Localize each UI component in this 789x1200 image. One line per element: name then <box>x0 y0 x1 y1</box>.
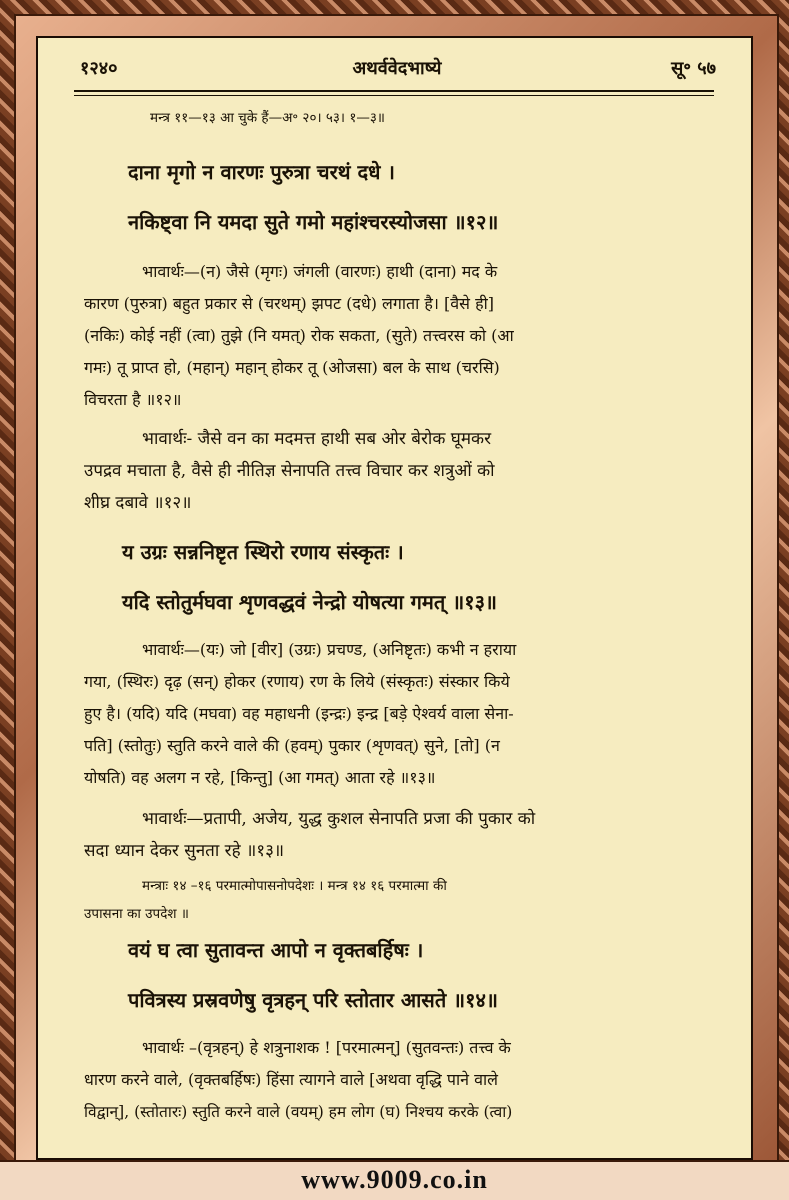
page-header <box>72 52 722 82</box>
commentary-line: हुए है। (यदि) यदि (मघवा) वह महाधनी (इन्द्रः) इन्द्र [बड़े ऐश्वर्य वाला सेना- <box>84 704 514 723</box>
commentary-line: गया, (स्थिरः) दृढ़ (सन्) होकर (रणाय) रण के लिये (संस्कृतः) संस्कार किये <box>84 672 510 691</box>
header-rule <box>74 90 714 96</box>
commentary-line: गमः) तू प्राप्त हो, (महान्) महान् होकर तू (ओजसा) बल के साथ (चरसि) <box>84 358 500 377</box>
verse-line: नकिष्ट्वा नि यमदा सुते गमो महांश्चरस्योजसा ॥१२॥ <box>128 210 499 234</box>
commentary-line: भावार्थः—(यः) जो [वीर] (उग्रः) प्रचण्ड, (अनिष्टृतः) कभी न हराया <box>142 640 517 659</box>
commentary-line: भावार्थः –(वृत्रहन्) हे शत्रुनाशक ! [परमात्मन्] (सुतवन्तः) तत्त्व के <box>142 1038 511 1057</box>
verse-line: य उग्रः सन्ननिष्टृत स्थिरो रणाय संस्कृतः । <box>122 540 404 564</box>
mantra-note: उपासना का उपदेश ॥ <box>84 906 189 922</box>
commentary-line: योषति) वह अलग न रहे, [किन्तु] (आ गमत्) आता रहे ॥१३॥ <box>84 768 436 787</box>
commentary-line: कारण (पुरुत्रा) बहुत प्रकार से (चरथम्) झपट (दधे) लगाता है। [वैसे ही] <box>84 294 494 313</box>
verse-line: यदि स्तोतुर्मघवा शृणवद्धवं नेन्द्रो योषत्या गमत् ॥१३॥ <box>122 590 497 614</box>
commentary-line: विचरता है ॥१२॥ <box>84 390 182 409</box>
commentary-line: धारण करने वाले, (वृक्तबर्हिषः) हिंसा त्यागने वाले [अथवा वृद्धि पाने वाले <box>84 1070 498 1089</box>
page-number: १२४० <box>80 58 118 79</box>
website-footer: www.9009.co.in <box>301 1165 488 1194</box>
commentary-line: विद्वान्], (स्तोतारः) स्तुति करने वाले (वयम्) हम लोग (घ) निश्चय करके (त्वा) <box>84 1103 513 1121</box>
verse-line: वयं घ त्वा सुतावन्त आपो न वृक्तबर्हिषः । <box>128 938 424 962</box>
running-title: अथर्ववेदभाष्ये <box>352 58 442 79</box>
sukta-number: सू॰ ५७ <box>671 58 716 79</box>
verse-line: पवित्रस्य प्रस्रवणेषु वृत्रहन् परि स्तोतार आसते ॥१४॥ <box>128 988 498 1012</box>
commentary-line: पति] (स्तोतुः) स्तुति करने वाले की (हवम्) पुकार (शृणवत्) सुने, [तो] (न <box>84 736 500 755</box>
bhavartha-line: भावार्थः—प्रतापी, अजेय, युद्ध कुशल सेनापति प्रजा की पुकार को <box>142 809 536 829</box>
commentary-line: (नकिः) कोई नहीं (त्वा) तुझे (नि यमत्) रोक सकता, (सुते) तत्त्वरस को (आ <box>84 326 514 345</box>
bhavartha-line: उपद्रव मचाता है, वैसे ही नीतिज्ञ सेनापति तत्त्व विचार कर शत्रुओं को <box>84 461 495 481</box>
bhavartha-line: भावार्थः- जैसे वन का मदमत्त हाथी सब ओर बेरोक घूमकर <box>142 429 492 449</box>
bhavartha-line: शीघ्र दबावे ॥१२॥ <box>84 493 192 513</box>
commentary-line: भावार्थः—(न) जैसे (मृगः) जंगली (वारणः) हाथी (दाना) मद के <box>142 262 498 281</box>
mantra-note: मन्त्राः १४ –१६ परमात्मोपासनोपदेशः । मन्त्र १४ १६ परमात्मा की <box>142 878 447 894</box>
intro-note: मन्त्र ११—१३ आ चुके हैं—अ॰ २०। ५३। १—३॥ <box>150 110 385 126</box>
bhavartha-line: सदा ध्यान देकर सुनता रहे ॥१३॥ <box>84 841 285 861</box>
verse-line: दाना मृगो न वारणः पुरुत्रा चरथं दधे । <box>128 160 396 184</box>
book-page <box>36 36 753 1160</box>
